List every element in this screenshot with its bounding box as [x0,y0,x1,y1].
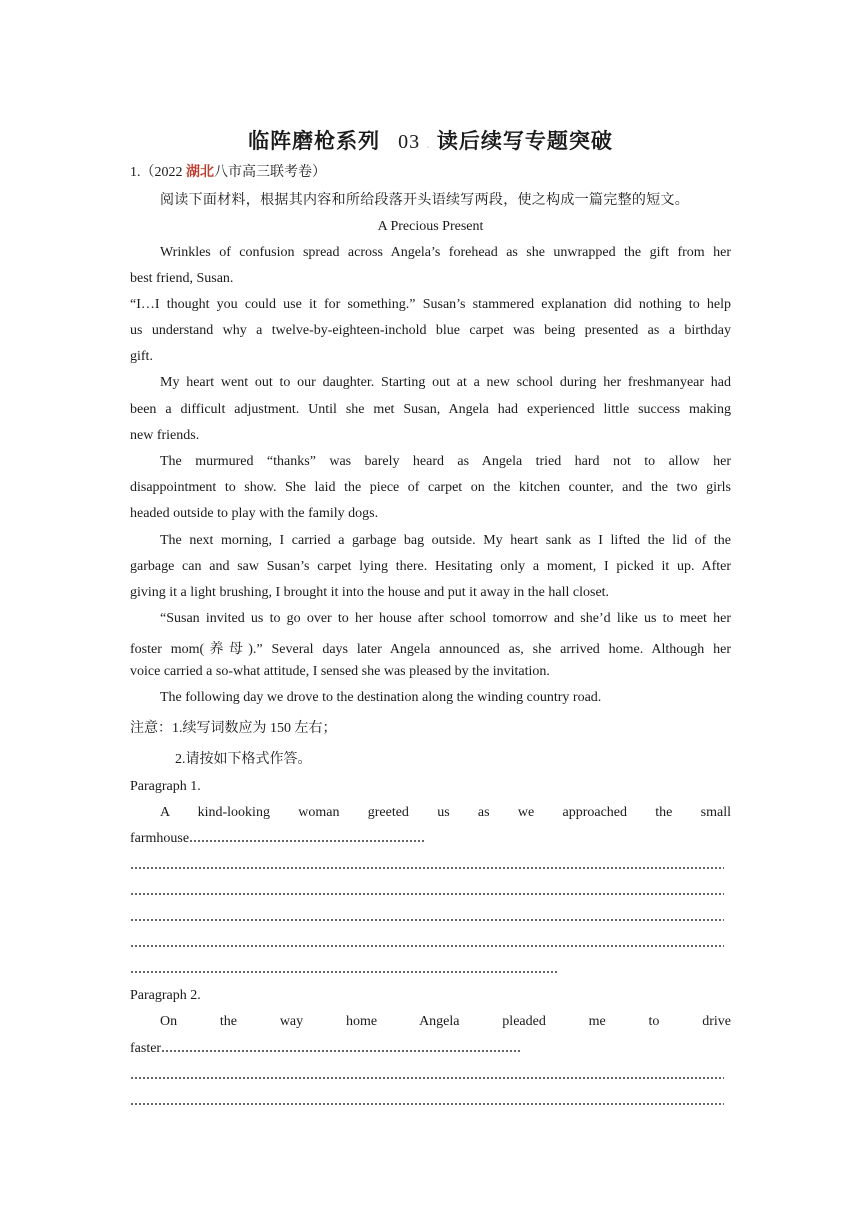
passage-line: gift. [130,349,153,364]
passage-line: voice carried a so-what attitude, I sensed she was pleased by the invitation. [130,664,550,679]
passage-line: new friends. [130,428,200,443]
paragraph1-label: Paragraph 1. [130,779,201,794]
paragraph2-continuation: faster [130,1041,731,1057]
answer-line[interactable] [130,1077,724,1079]
title-number: 03 [398,131,421,153]
answer-line[interactable] [130,945,724,947]
passage-line: Wrinkles of confusion spread across Angela’s forehead as she unwrapped the gift from her [160,245,731,260]
answer-line[interactable] [130,893,724,895]
notes-line-1 [130,717,731,737]
passage-line: disappointment to show. She laid the piece of carpet on the kitchen counter, and the two girls [130,480,731,495]
passage-line: us understand why a twelve-by-eighteen-inchold blue carpet was being presented as a birthday [130,323,731,338]
passage-line: been a difficult adjustment. Until she met Susan, Angela had experienced little success making [130,402,731,417]
page-title: 临阵磨枪系列 03 . 读后续写专题突破 [248,129,613,153]
answer-line[interactable] [130,919,724,921]
question-source: 1.（2022 湖北八市高三联考卷） [130,165,326,180]
passage-line: The next morning, I carried a garbage bag outside. My heart sank as I lifted the lid of the [160,533,731,548]
title-topic: 读后续写专题突破 [436,129,613,153]
passage-line: The following day we drove to the destination along the winding country road. [160,690,602,705]
notes-item-2: 2.请按如下格式作答。 [175,752,312,767]
answer-line[interactable] [130,971,558,973]
notes-item-1: 1.续写词数应为 150 左右； [172,721,337,736]
passage-line: foster mom(养母).” Several days later Angela announced as, she arrived home. Although her [130,642,731,657]
answer-line[interactable] [130,1103,724,1105]
paragraph2-label: Paragraph 2. [130,988,201,1003]
paragraph1-continuation: farmhouse [130,831,731,847]
source-region: 湖北 [186,165,214,180]
passage-line: My heart went out to our daughter. Starting out at a new school during her freshmanyear had [160,375,731,390]
passage-line: giving it a light brushing, I brought it into the house and put it away in the hall closet. [130,585,610,600]
paragraph2-opening: On the way home Angela pleaded me to drive [160,1014,731,1029]
task-instruction: 阅读下面材料，根据其内容和所给段落开头语续写两段，使之构成一篇完整的短文。 [160,193,690,208]
title-series: 临阵磨枪系列 [248,129,381,153]
passage-line: garbage can and saw Susan’s carpet lying there. Hesitating only a moment, I picked it up. After [130,559,731,574]
answer-line[interactable] [130,867,724,869]
passage-line: best friend, Susan. [130,271,234,286]
passage-line: headed outside to play with the family dogs. [130,506,379,521]
notes-label: 注意： [130,721,172,736]
paragraph1-opening: A kind-looking woman greeted us as we approached the small [160,805,731,820]
passage-title: A Precious Present [377,219,484,234]
passage-line: The murmured “thanks” was barely heard as Angela tried hard not to allow her [160,454,731,469]
passage-line: “I…I thought you could use it for something.” Susan’s stammered explanation did nothing to help [130,297,731,312]
passage-line: “Susan invited us to go over to her house after school tomorrow and she’d like us to meet her [160,611,731,626]
